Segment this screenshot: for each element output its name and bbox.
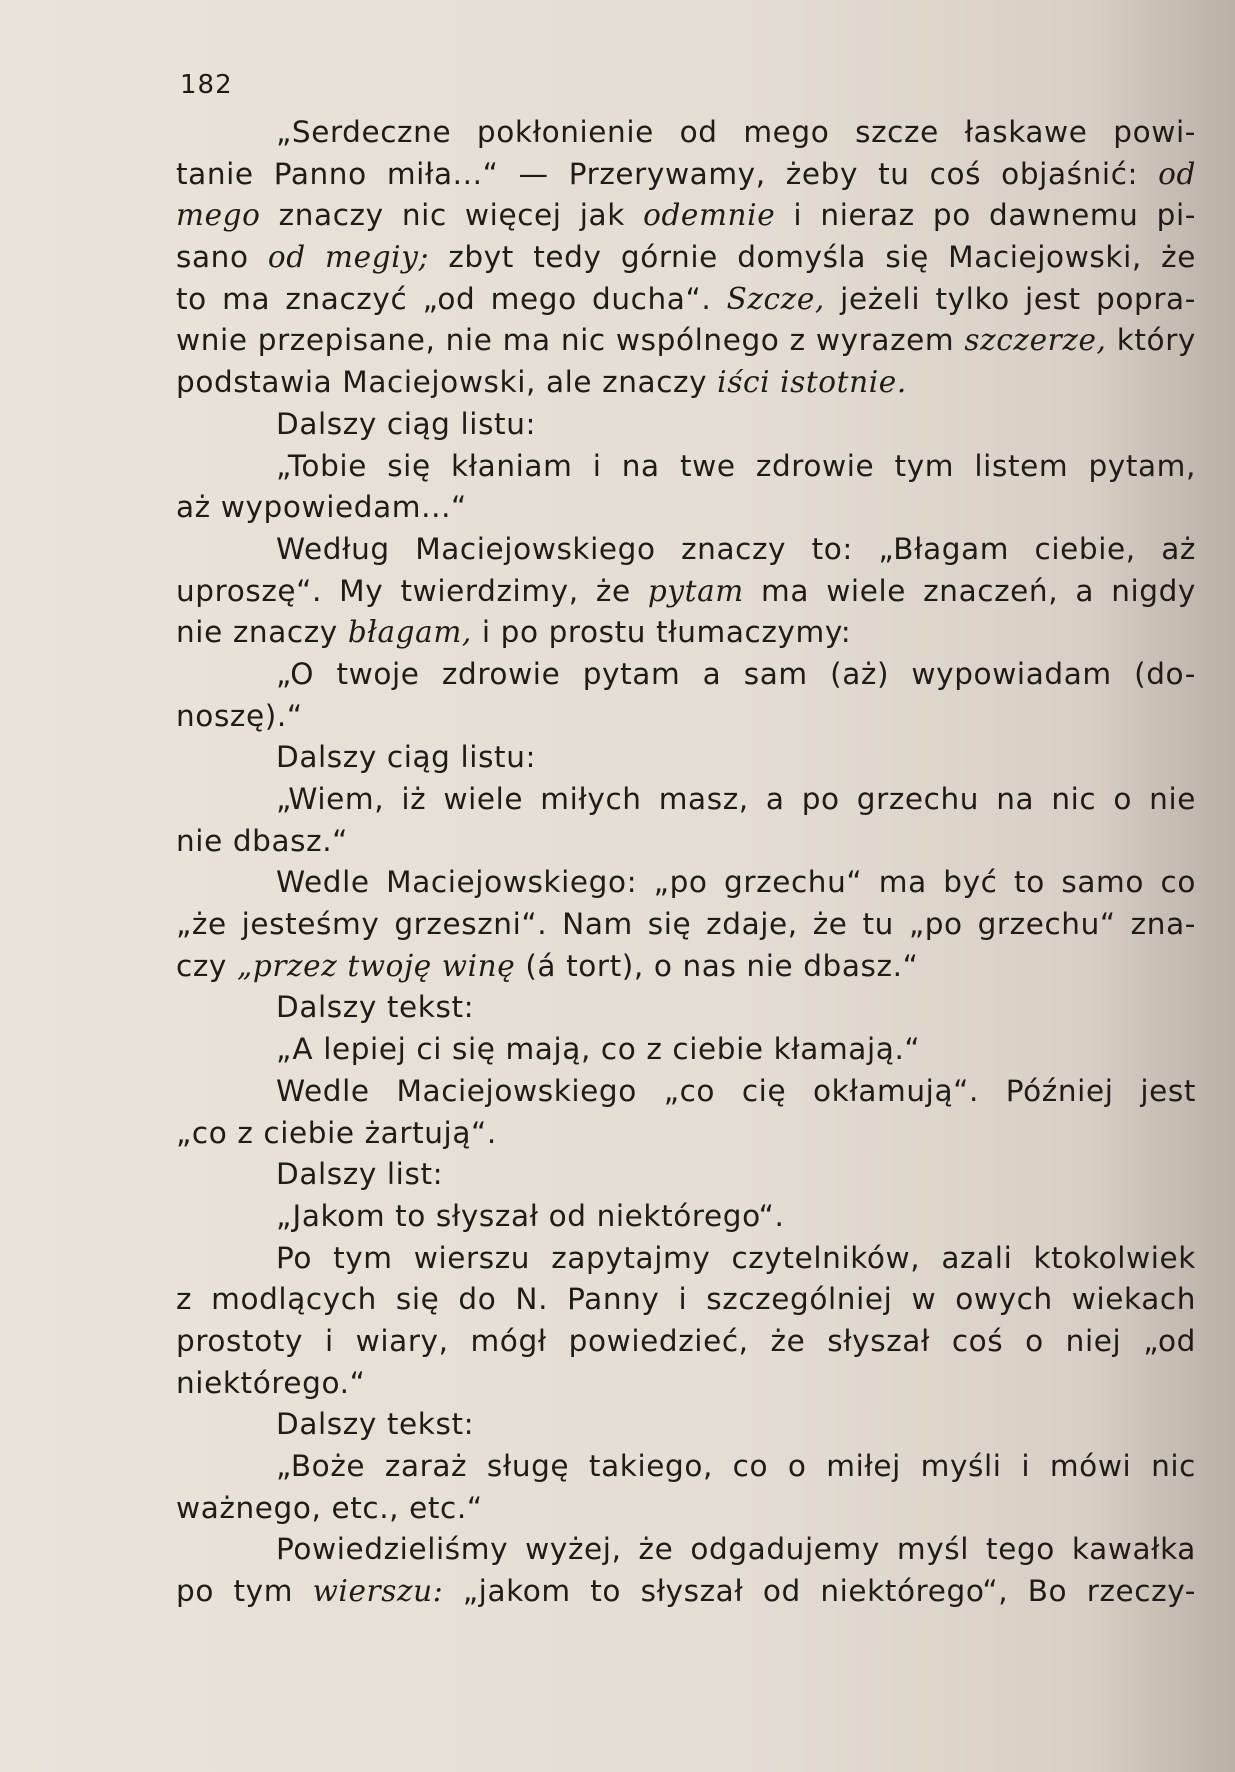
text-line: nie dbasz.“ [176, 823, 349, 858]
text-line: po tym wierszu: „jakom to słyszał od niektórego“, Bo rzeczy- [176, 1574, 1196, 1609]
text-line: to ma znaczyć „od mego ducha“. Szcze, jeżeli tylko jest popra- [176, 281, 1196, 316]
text-line: „A lepiej ci się mają, co z ciebie kłamają.“ [276, 1032, 921, 1067]
text-line: Dalszy tekst: [276, 1407, 475, 1442]
text-line: „że jesteśmy grzeszni“. Nam się zdaje, że tu „po grzechu“ zna- [176, 907, 1196, 942]
text-line: uproszę“. My twierdzimy, że pytam ma wiele znaczeń, a nigdy [176, 573, 1196, 608]
text-line: tanie Panno miła...“ — Przerywamy, żeby tu coś objaśnić: od [176, 156, 1196, 191]
text-line: „Jakom to słyszał od niektórego“. [276, 1198, 785, 1233]
text-line: „O twoje zdrowie pytam a sam (aż) wypowiadam (do- [276, 656, 1196, 691]
text-line: Dalszy ciąg listu: [276, 740, 537, 775]
text-line: czy „przez twoję winę (á tort), o nas nie dbasz.“ [176, 948, 919, 983]
text-line: Dalszy list: [276, 1157, 444, 1192]
text-line: ważnego, etc., etc.“ [176, 1490, 483, 1525]
text-line: Według Maciejowskiego znaczy to: „Błagam ciebie, aż [276, 531, 1196, 566]
text-line: wnie przepisane, nie ma nic wspólnego z wyrazem szczerze, który [176, 323, 1196, 358]
text-line: „Boże zaraż sługę takiego, co o miłej myśli i mówi nic [276, 1449, 1196, 1483]
text-line: podstawia Maciejowski, ale znaczy iści istotnie. [176, 365, 907, 400]
text-line: z modlących się do N. Panny i szczególniej w owych wiekach [176, 1282, 1196, 1317]
text-line: aż wypowiedam...“ [176, 490, 467, 525]
text-line: sano od megiy; zbyt tedy górnie domyśla się Maciejowski, że [176, 240, 1196, 275]
page-number: 182 [180, 70, 233, 100]
text-line: „Tobie się kłaniam i na twe zdrowie tym listem pytam, [276, 448, 1196, 483]
text-line: Dalszy tekst: [276, 990, 475, 1025]
text-line: nie znaczy błagam, i po prostu tłumaczymy: [176, 615, 852, 650]
text-line: niektórego.“ [176, 1365, 366, 1400]
text-line: Dalszy ciąg listu: [276, 406, 537, 441]
body-text [176, 112, 1196, 1613]
text-line: Po tym wierszu zapytajmy czytelników, azali ktokolwiek [276, 1240, 1196, 1275]
text-line: Powiedzieliśmy wyżej, że odgadujemy myśl tego kawałka [276, 1532, 1196, 1567]
text-line: mego znaczy nic więcej jak odemnie i nieraz po dawnemu pi- [176, 198, 1196, 233]
text-line: Wedle Maciejowskiego: „po grzechu“ ma być to samo co [276, 865, 1196, 900]
text-line: noszę).“ [176, 698, 303, 733]
text-line: „Wiem, iż wiele miłych masz, a po grzechu na nic o nie [276, 782, 1196, 816]
text-line: Wedle Maciejowskiego „co cię okłamują“. Później jest [276, 1073, 1196, 1108]
text-line: prostoty i wiary, mógł powiedzieć, że słyszał coś o niej „od [176, 1323, 1196, 1358]
text-line: „Serdeczne pokłonienie od mego szcze łaskawe powi- [276, 115, 1196, 149]
text-line: „co z ciebie żartują“. [176, 1115, 497, 1150]
